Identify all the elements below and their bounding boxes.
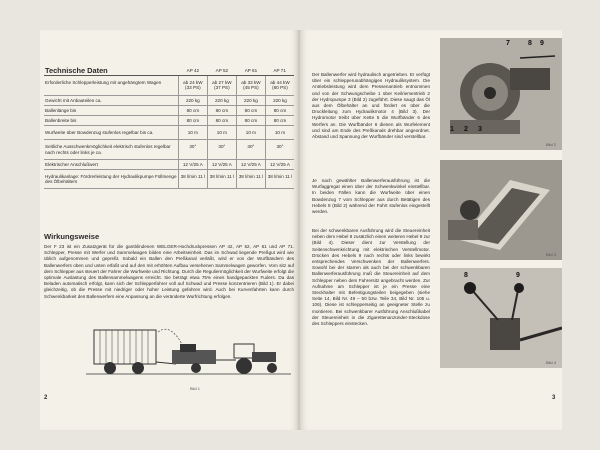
cell: 12 V/25 A xyxy=(207,159,236,169)
section-title: Wirkungsweise xyxy=(44,232,100,241)
cell: ab 44 kW (60 PS) xyxy=(265,76,294,95)
cell: 30° xyxy=(178,140,207,159)
photo-caption: Bild 2 xyxy=(545,142,556,147)
row-label: Wurfweite über Bowdenzug stufenlos regelbar bis ca. xyxy=(44,126,178,140)
thrower-belts-photo xyxy=(440,160,562,260)
tractor-baler-illustration xyxy=(86,322,291,380)
callout-label: 7 xyxy=(506,40,510,47)
row-label: Ballenlänge bis xyxy=(44,105,178,115)
cell: 10 m xyxy=(178,126,207,140)
callout-label: 3 xyxy=(478,126,482,133)
cell: 220 kg xyxy=(178,95,207,105)
table-row xyxy=(44,116,294,126)
callout-label: 9 xyxy=(516,272,520,279)
levers-photo xyxy=(440,268,562,368)
table-row xyxy=(44,159,294,169)
table-row xyxy=(44,140,294,159)
col-header: AP 61 xyxy=(236,66,265,76)
specs-table xyxy=(44,66,294,189)
row-label: Hydraulikanlage: Fördrerleistung der Hydraulikpumpe Füllmenge des Ölbehälters xyxy=(44,170,178,189)
callout-label: 1 xyxy=(450,126,454,133)
callout-label: 8 xyxy=(528,40,532,47)
cell: 38 l/min 11 l xyxy=(178,170,207,189)
body-paragraph: Der Ballenwerfer wird hydraulisch angetrieben. Er verfügt über ein schlepperunabhängiges Hydrauliksystem. Die Antriebsleistung wird dem Pressenantrieb entnommen und von der Schwungscheibe 1 über Keilriementrieb 2 der Hydropumpe 3 (Bild 2) zugeführt. Diese saugt das Öl aus dem Ölbehälter an und fördert es über die Druckleitung zum Hydraulikmotor 4 (Bild 3). Der Hydromotor treibt über Kette 5 die Wurfbänder 6 des Werfers an. Die Wurfbänder 6 dienen als Wurfelement und sind am Ende des Preßkanals drehbar angeordnet. Abstand und Spannung der Wurfbänder sind verstellbar. xyxy=(312,72,430,140)
cell: 80 cm xyxy=(207,116,236,126)
cell: 10 m xyxy=(236,126,265,140)
specs-title: Technische Daten xyxy=(44,66,178,76)
row-label: Seitliche Ausschwenkmöglichkeit elektrisch stufenlos regelbar nach rechts oder links je ca. xyxy=(44,140,178,159)
table-row xyxy=(44,105,294,115)
cell: 12 V/25 A xyxy=(178,159,207,169)
cell: 38 l/min 11 l xyxy=(207,170,236,189)
callout-label: 2 xyxy=(464,126,468,133)
cell: 80 cm xyxy=(265,116,294,126)
cell: 80 cm xyxy=(265,105,294,115)
row-label: Erforderliche Schlepperleistung mit angehängtem Wagen xyxy=(44,76,178,95)
callout-label: 8 xyxy=(464,272,468,279)
cell: 80 cm xyxy=(207,105,236,115)
cell: 80 cm xyxy=(236,116,265,126)
table-row xyxy=(44,76,294,95)
cell: 220 kg xyxy=(207,95,236,105)
row-label: Ballenbreite bis xyxy=(44,116,178,126)
cell: ab 24 kW (33 PS) xyxy=(178,76,207,95)
table-row xyxy=(44,170,294,189)
callout-label: 9 xyxy=(540,40,544,47)
cell: 80 cm xyxy=(178,116,207,126)
body-paragraph: Je nach gewählter Ballenwerferausführung ist die Wurfaggregat einen über der Schwenkwinkel einstellbar. In beiden Fällen kann die Wurfweite über einen Bowdenzug 7 vom Schlepper aus durch Betätigen des Hebels 8 (Bild 2) während der Fahrt stufenlos eingestellt werden. xyxy=(312,178,430,215)
cell: 38 l/min 11 l xyxy=(236,170,265,189)
col-header: AP 52 xyxy=(207,66,236,76)
cell: 12 V/25 A xyxy=(265,159,294,169)
row-label: Gewicht mit Anbauteilen ca. xyxy=(44,95,178,105)
cell: 10 m xyxy=(207,126,236,140)
col-header: AP 71 xyxy=(265,66,294,76)
table-row xyxy=(44,95,294,105)
body-paragraph: Bei der schwenkbaren Ausführung wird die Steuereinheit neben dem Hebel 8 zusätzlich einen weiteren Hebel 9 zur (Bild 4). Dieser dient zur Verstellung der Seitenschwenkrichtung mit elektrischen Verstellmotor. Drücken des Hebels 9 nach rechts oder links bewirkt entsprechendes Verschwenken der Ballenwerfers. Sowohl bei der starren als auch bei der schwenkbaren Ballenwerferausführung muß die Steuereinheit auf dem Schlepper neben dem Fahrersitz angebracht werden. Zur Aufnahme am Schlepper ist je ein Presse eine Steckhalter mit Befestigungsteilen beigegeben (siehe Seite 14, Bild Nr. 49 – 50 bzw. Teile 34, Bild Nr. 105 u. 106). Diese ist schlepperseitig an geeigneter Stelle zu montieren. Bei schwenkbarer Ausführung Anschlußkabel der Steuereinheit in die Zigarettenanzünder-Steckdose des Schleppers einstecken. xyxy=(312,228,430,327)
cell: ab 33 kW (45 PS) xyxy=(236,76,265,95)
cell: 220 kg xyxy=(236,95,265,105)
page-number: 3 xyxy=(552,395,556,401)
figure-caption: Bild 1 xyxy=(190,386,201,391)
cell: 30° xyxy=(207,140,236,159)
table-row xyxy=(44,126,294,140)
cell: 10 m xyxy=(265,126,294,140)
body-paragraph: Der F 23 ist ein Zusatzgerät für die gamblindenen WELGER-Hochdruckpressen AP 42, AP 52, AP 61 und AP 71. Schlepper, Presse mit Werfer und Sammelwagen bilden eine Arbeitseinheit. Das im Schwad liegende Preßgut wird wie üblich aufgenommen und gepreßt. Sobald ein Ballen den Preßkanal verläßt, wird er von der Wurfbändern des Ballenwerfers oben und unten erfaßt und auf den mit erhöhten Aufbau versehenen Sammelwagen geworfen. Vom sitz auf dem Schlepper aus steuert der Fahrer die Wurfweite und Richtung. Durch die Reguliermöglichkeit der Wurfweite erfolgt die optimale Auslastung des Ballensammelwagens erreicht. Sie beträgt etwa 75% eines handgepackten Fuders. Da das Beladen automatisch erfolgt, kann sich der Schlepperfahrer voll auf Schwad und Presse konzentrieren (Bild 1). Er dabei gleichzeitig, ob die Presse mit niedriger oder hoher Leistung gefahren wird. Auch bei Kurvenfahrten kann durch Schwenkbarkeit des Ballenwerfers eine Anpassung an die veränderte Wurfrichtung erfolgen. xyxy=(44,244,294,299)
cell: 220 kg xyxy=(265,95,294,105)
page-number: 2 xyxy=(44,395,48,401)
photo-hydraulic-pump xyxy=(440,38,562,150)
photo-control-levers xyxy=(440,268,562,368)
photo-caption: Bild 3 xyxy=(545,252,556,257)
photo-bale-thrower xyxy=(440,160,562,260)
cell: 12 V/25 A xyxy=(236,159,265,169)
cell: 30° xyxy=(236,140,265,159)
row-label: Elektrischer Anschlußwert xyxy=(44,159,178,169)
cell: 38 l/min 11 l xyxy=(265,170,294,189)
photo-caption: Bild 4 xyxy=(545,360,556,365)
cell: 30° xyxy=(265,140,294,159)
pump-mechanism-photo xyxy=(440,38,562,150)
cell: ab 27 kW (37 PS) xyxy=(207,76,236,95)
cell: 80 cm xyxy=(236,105,265,115)
col-header: AP 42 xyxy=(178,66,207,76)
cell: 80 cm xyxy=(178,105,207,115)
